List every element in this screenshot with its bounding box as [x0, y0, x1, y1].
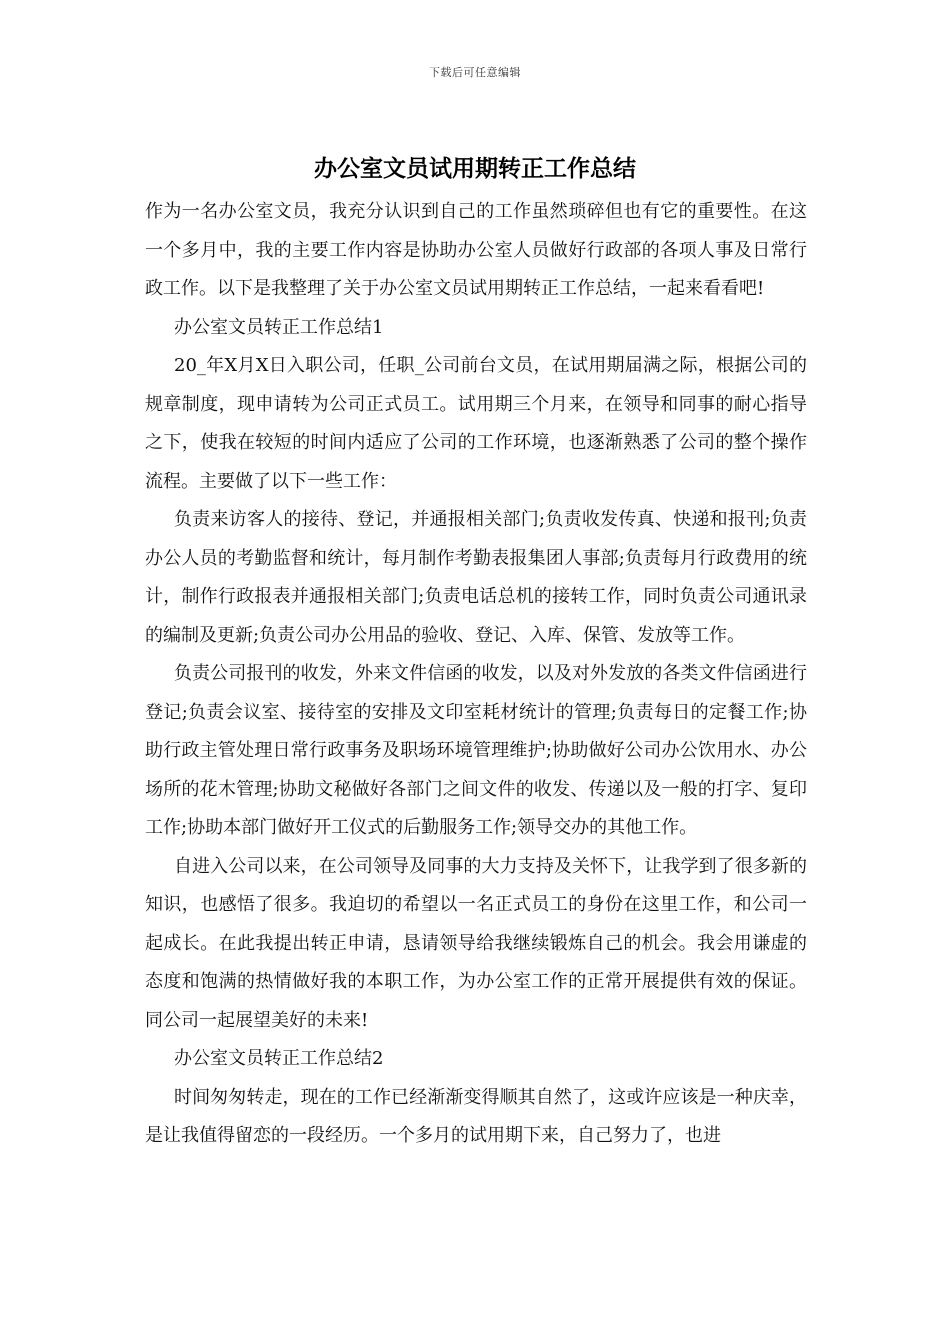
header-note: 下载后可任意编辑 — [429, 66, 521, 79]
document-title: 办公室文员试用期转正工作总结 — [314, 156, 636, 182]
body-paragraph: 自进入公司以来，在公司领导及同事的大力支持及关怀下，让我学到了很多新的知识，也感悟了很多。我迫切的希望以一名正式员工的身份在这里工作，和公司一起成长。在此我提出转正申请，恳请领导给我继续锻炼自己的机会。我会用谦虚的态度和饱满的热情做好我的本职工作，为办公室工作的正常开展提供有效的保证。同公司一起展望美好的未来! — [145, 855, 807, 1031]
body-paragraph: 负责公司报刊的收发，外来文件信函的收发，以及对外发放的各类文件信函进行登记;负责会议室、接待室的安排及文印室耗材统计的管理;负责每日的定餐工作;协助行政主管处理日常行政事务及职场环境管理维护;协助做好公司办公饮用水、办公场所的花木管理;协助文秘做好各部门之间文件的收发、传递以及一般的打字、复印工作;协助本部门做好开工仪式的后勤服务工作;领导交办的其他工作。 — [145, 663, 807, 838]
section-heading-2: 办公室文员转正工作总结2 — [174, 1048, 384, 1069]
body-paragraph: 时间匆匆转走，现在的工作已经渐渐变得顺其自然了，这或许应该是一种庆幸，是让我值得留恋的一段经历。一个多月的试用期下来，自己努力了，也进 — [145, 1086, 807, 1146]
section-heading-1: 办公室文员转正工作总结1 — [174, 316, 384, 338]
body-paragraph: 负责来访客人的接待、登记，并通报相关部门;负责收发传真、快递和报刊;负责办公人员的考勤监督和统计，每月制作考勤表报集团人事部;负责每月行政费用的统计，制作行政报表并通报相关部门;负责电话总机的接转工作，同时负责公司通讯录的编制及更新;负责公司办公用品的验收、登记、入库、保管、发放等工作。 — [145, 509, 807, 646]
intro-paragraph: 作为一名办公室文员，我充分认识到自己的工作虽然琐碎但也有它的重要性。在这一个多月中，我的主要工作内容是协助办公室人员做好行政部的各项人事及日常行政工作。以下是我整理了关于办公室文员试用期转正工作总结，一起来看看吧! — [145, 201, 807, 299]
body-paragraph: 20_年X月X日入职公司，任职_公司前台文员，在试用期届满之际，根据公司的规章制度，现申请转为公司正式员工。试用期三个月来，在领导和同事的耐心指导之下，使我在较短的时间内适应了公司的工作环境，也逐渐熟悉了公司的整个操作流程。主要做了以下一些工作： — [145, 355, 807, 492]
document-body — [145, 193, 807, 1156]
